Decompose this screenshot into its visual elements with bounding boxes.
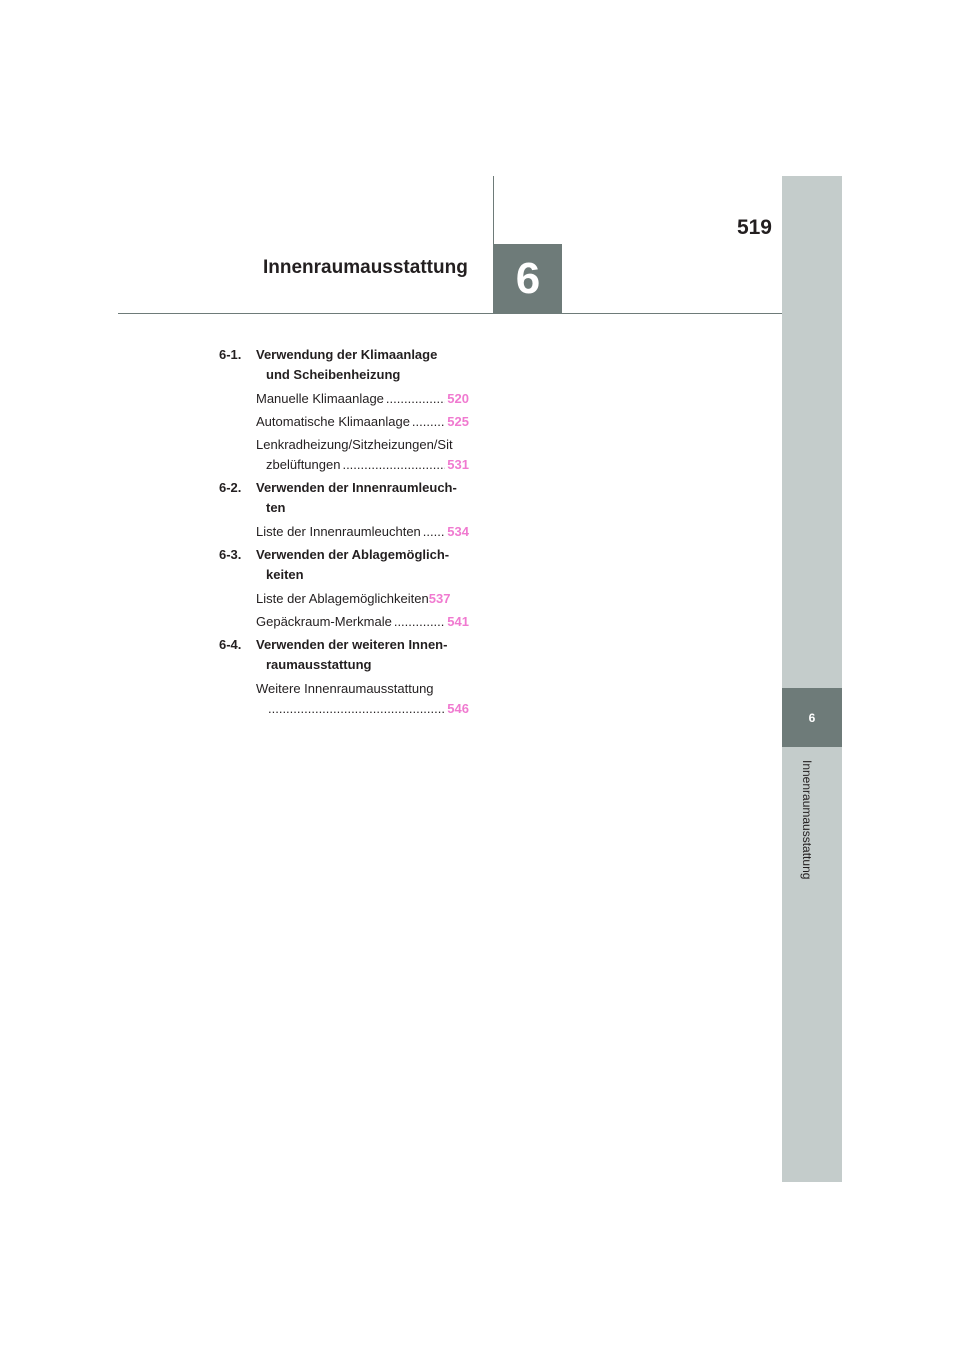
entry-label-line1: Lenkradheizung/Sitzheizungen/Sit xyxy=(256,437,453,452)
entry-label: Liste der Ablagemöglichkeiten xyxy=(256,591,429,606)
leader-dots xyxy=(412,412,445,432)
section-number: 6-2. xyxy=(219,480,242,495)
leader-dots xyxy=(394,612,445,632)
header-horizontal-rule xyxy=(118,313,782,314)
toc-section-6-2[interactable] xyxy=(219,478,469,518)
entry-page-link[interactable]: 525 xyxy=(447,414,469,429)
side-tab xyxy=(782,176,842,1182)
entry-page-link[interactable]: 537 xyxy=(428,591,451,606)
entry-label: Manuelle Klimaanlage xyxy=(256,391,384,406)
leader-dots xyxy=(423,522,446,542)
chapter-title: Innenraumausstattung xyxy=(263,257,468,278)
section-number: 6-3. xyxy=(219,547,242,562)
toc-section-6-4[interactable] xyxy=(219,635,469,675)
side-tab-number: 6 xyxy=(782,688,842,747)
section-title-line1: Verwenden der weiteren Innen- xyxy=(256,637,448,652)
toc-entry[interactable] xyxy=(219,612,469,632)
entry-label-line2: zbelüftungen xyxy=(266,457,341,472)
chapter-number-box: 6 xyxy=(494,244,562,313)
leader-dots xyxy=(386,389,445,409)
entry-page-link[interactable]: 534 xyxy=(447,524,469,539)
section-title-line1: Verwenden der Innenraumleuch- xyxy=(256,480,457,495)
section-title-line2: raumausstattung xyxy=(266,657,372,672)
section-title-line2: und Scheibenheizung xyxy=(266,367,401,382)
toc-entry[interactable] xyxy=(219,589,469,609)
entry-label-line1: Weitere Innenraumausstattung xyxy=(256,681,434,696)
leader-dots xyxy=(342,455,445,475)
toc-entry[interactable] xyxy=(219,412,469,432)
section-number: 6-4. xyxy=(219,637,242,652)
page-number: 519 xyxy=(736,216,772,239)
table-of-contents xyxy=(219,345,469,722)
section-title-line1: Verwendung der Klimaanlage xyxy=(256,347,438,362)
toc-entry[interactable] xyxy=(219,679,469,719)
toc-entry[interactable] xyxy=(219,389,469,409)
entry-page-link[interactable]: 541 xyxy=(447,614,469,629)
leader-dots xyxy=(268,699,445,719)
toc-section-6-3[interactable] xyxy=(219,545,469,585)
entry-page-link[interactable]: 531 xyxy=(447,457,469,472)
entry-label: Gepäckraum-Merkmale xyxy=(256,614,392,629)
section-number: 6-1. xyxy=(219,347,242,362)
side-tab-label: Innenraumausstattung xyxy=(800,760,814,880)
section-title-line2: keiten xyxy=(266,567,304,582)
section-title-line1: Verwenden der Ablagemöglich- xyxy=(256,547,450,562)
entry-page-link[interactable]: 520 xyxy=(447,391,469,406)
section-title-line2: ten xyxy=(266,500,286,515)
entry-page-link[interactable]: 546 xyxy=(447,701,469,716)
entry-label: Automatische Klimaanlage xyxy=(256,414,410,429)
toc-section-6-1[interactable] xyxy=(219,345,469,385)
toc-entry[interactable] xyxy=(219,522,469,542)
entry-label: Liste der Innenraumleuchten xyxy=(256,524,421,539)
toc-entry[interactable] xyxy=(219,435,469,475)
